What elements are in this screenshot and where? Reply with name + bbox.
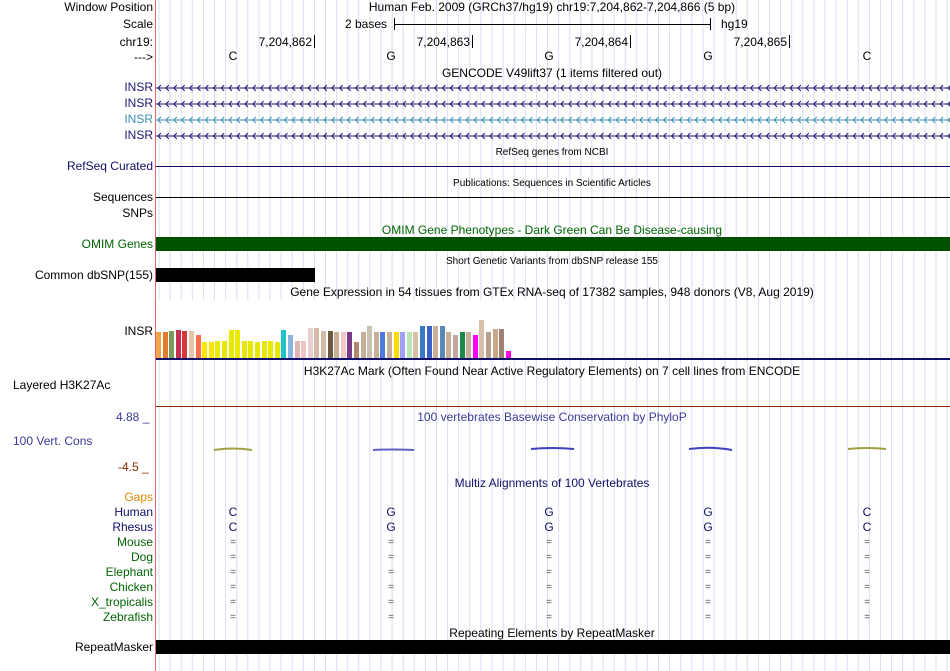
species-base: = (388, 582, 394, 593)
gtex-tissue-bar[interactable] (308, 328, 313, 358)
phylop-mark-5 (848, 448, 886, 449)
species-base: = (864, 582, 870, 593)
species-base: C (862, 505, 872, 519)
dna-base: G (386, 49, 396, 63)
window-position-label[interactable]: Window Position (64, 0, 153, 14)
gtex-tissue-bar[interactable] (380, 332, 385, 358)
species-base: = (230, 612, 236, 623)
phylop-marks (156, 440, 950, 456)
species-base: = (230, 567, 236, 578)
species-label[interactable]: Zebrafish (102, 610, 153, 624)
omim-label[interactable]: OMIM Genes (81, 237, 153, 251)
ruler-label[interactable]: chr19: (119, 35, 153, 49)
gtex-tissue-bar[interactable] (222, 341, 227, 358)
species-base: = (230, 582, 236, 593)
gtex-tissue-bar[interactable] (156, 332, 161, 358)
gtex-tissue-bar[interactable] (420, 326, 425, 358)
multiz-title[interactable]: Multiz Alignments of 100 Vertebrates (454, 476, 650, 490)
gtex-tissue-bar[interactable] (328, 331, 333, 358)
gtex-tissue-bar[interactable] (288, 335, 293, 358)
phylop-mark-3 (531, 448, 574, 449)
snps-label[interactable]: SNPs (122, 206, 153, 220)
species-label[interactable]: Chicken (109, 580, 153, 594)
gtex-tissue-bar[interactable] (275, 342, 280, 358)
gencode-item-label[interactable]: INSR (124, 80, 153, 94)
gtex-tissue-bar[interactable] (321, 331, 326, 358)
scale-label[interactable]: Scale (122, 17, 153, 31)
gtex-tissue-bar[interactable] (182, 331, 187, 358)
gtex-tissue-bar[interactable] (506, 351, 511, 358)
phylop-mark-4 (689, 448, 732, 450)
species-base: = (230, 537, 236, 548)
species-base: G (386, 520, 396, 534)
gtex-tissue-bar[interactable] (440, 326, 445, 358)
species-label[interactable]: Elephant (105, 565, 153, 579)
gtex-baseline (156, 358, 950, 360)
species-base: = (705, 567, 711, 578)
species-base: = (546, 582, 552, 593)
gtex-tissue-bar[interactable] (486, 332, 491, 358)
species-base: G (544, 505, 554, 519)
species-base: = (230, 597, 236, 608)
h3k27ac-label[interactable]: Layered H3K27Ac (13, 378, 111, 392)
species-base: = (864, 597, 870, 608)
gtex-tissue-bar[interactable] (354, 342, 359, 358)
gencode-transcript[interactable] (156, 116, 950, 124)
species-label[interactable]: X_tropicalis (90, 595, 153, 609)
gtex-tissue-bar[interactable] (229, 330, 234, 358)
gtex-tissue-bar[interactable] (394, 332, 399, 358)
gencode-transcript[interactable] (156, 132, 950, 140)
ruler-tick-label: 7,204,862 (258, 35, 312, 49)
ruler-tick (789, 35, 790, 48)
species-base: = (546, 537, 552, 548)
ruler-tick (630, 35, 631, 48)
dbsnp-variant-bar[interactable] (156, 268, 315, 282)
scale-right-tick (710, 18, 711, 30)
strand-label[interactable]: ---> (134, 50, 153, 64)
species-base: = (705, 597, 711, 608)
gtex-tissue-bar[interactable] (427, 326, 432, 358)
species-base: = (864, 567, 870, 578)
repeatmasker-label[interactable]: RepeatMasker (74, 640, 153, 654)
species-label[interactable]: Dog (130, 550, 153, 564)
ruler-tick (314, 35, 315, 48)
repeatmasker-bar[interactable] (156, 640, 950, 654)
gtex-tissue-bar[interactable] (215, 341, 220, 358)
gencode-item-label[interactable]: INSR (124, 112, 153, 126)
species-base: C (862, 520, 872, 534)
species-base: = (546, 597, 552, 608)
gtex-tissue-bar[interactable] (235, 330, 240, 358)
gencode-item-label[interactable]: INSR (124, 128, 153, 142)
dbsnp-label[interactable]: Common dbSNP(155) (34, 268, 153, 282)
gtex-tissue-bar[interactable] (499, 329, 504, 358)
phylop-mark-2 (373, 450, 414, 451)
gtex-tissue-bar[interactable] (163, 332, 168, 358)
species-base: = (705, 552, 711, 563)
gtex-tissue-bar[interactable] (453, 335, 458, 358)
publications-label[interactable]: Sequences (92, 190, 153, 204)
species-label[interactable]: Mouse (116, 535, 153, 549)
phylop-title[interactable]: 100 vertebrates Basewise Conservation by PhyloP (417, 410, 687, 424)
scale-left-text: 2 bases (345, 17, 388, 31)
publications-line[interactable] (156, 197, 950, 198)
ruler-tick-label: 7,204,863 (416, 35, 470, 49)
refseq-gene-line[interactable] (156, 166, 950, 167)
gtex-tissue-bar[interactable] (262, 341, 267, 358)
gtex-tissue-bar[interactable] (314, 328, 319, 358)
species-base: G (544, 520, 554, 534)
species-base: = (705, 582, 711, 593)
species-base: C (228, 505, 238, 519)
gencode-transcript[interactable] (156, 84, 950, 92)
gtex-tissue-bar[interactable] (209, 342, 214, 358)
gtex-tissue-bar[interactable] (169, 331, 174, 358)
species-base: C (228, 520, 238, 534)
gencode-transcript[interactable] (156, 100, 950, 108)
species-base: = (388, 552, 394, 563)
scale-right-text: hg19 (721, 17, 748, 31)
scale-bar (394, 24, 711, 25)
species-base: = (864, 537, 870, 548)
gaps-label[interactable]: Gaps (124, 490, 153, 504)
gtex-label[interactable]: INSR (124, 324, 153, 338)
species-base: = (388, 597, 394, 608)
gtex-tissue-bar[interactable] (407, 332, 412, 358)
gtex-tissue-bar[interactable] (301, 341, 306, 358)
species-base: = (864, 552, 870, 563)
species-base: = (705, 537, 711, 548)
h3k27ac-baseline (156, 406, 950, 407)
species-base: = (546, 567, 552, 578)
species-label[interactable]: Human (114, 505, 153, 519)
dbsnp-title[interactable]: Short Genetic Variants from dbSNP release 155 (446, 256, 658, 267)
gtex-tissue-bar[interactable] (387, 332, 392, 358)
ruler-tick-label: 7,204,865 (733, 35, 787, 49)
gencode-item-label[interactable]: INSR (124, 96, 153, 110)
gtex-tissue-bar[interactable] (460, 332, 465, 358)
ruler-tick-label: 7,204,864 (574, 35, 628, 49)
species-base: = (230, 552, 236, 563)
gtex-title[interactable]: Gene Expression in 54 tissues from GTEx RNA-seq of 17382 samples, 948 donors (V8, Aug 2019) (290, 285, 814, 299)
phylop-label[interactable]: 100 Vert. Cons (13, 434, 93, 448)
species-base: G (703, 520, 713, 534)
gtex-tissue-bar[interactable] (341, 332, 346, 358)
gtex-tissue-bar[interactable] (281, 330, 286, 358)
gtex-tissue-bar[interactable] (466, 332, 471, 358)
gtex-tissue-bar[interactable] (400, 332, 405, 358)
gtex-tissue-bar[interactable] (446, 332, 451, 358)
gtex-expression-chart[interactable] (156, 300, 536, 358)
gtex-tissue-bar[interactable] (176, 330, 181, 358)
gtex-tissue-bar[interactable] (268, 341, 273, 358)
refseq-label[interactable]: RefSeq Curated (66, 159, 153, 173)
dna-base: C (862, 49, 872, 63)
gtex-tissue-bar[interactable] (248, 341, 253, 358)
gtex-tissue-bar[interactable] (413, 332, 418, 358)
species-base: = (388, 567, 394, 578)
gtex-tissue-bar[interactable] (202, 342, 207, 358)
species-base: G (386, 505, 396, 519)
species-base: = (864, 612, 870, 623)
omim-title[interactable]: OMIM Gene Phenotypes - Dark Green Can Be Disease-causing (381, 223, 723, 237)
species-base: = (705, 612, 711, 623)
h3k27ac-title[interactable]: H3K27Ac Mark (Often Found Near Active Regulatory Elements) on 7 cell lines from ENCODE (303, 364, 801, 378)
refseq-title[interactable]: RefSeq genes from NCBI (495, 147, 609, 158)
species-base: = (546, 612, 552, 623)
phylop-mark-1 (214, 449, 252, 451)
dna-base: G (544, 49, 554, 63)
gtex-tissue-bar[interactable] (334, 332, 339, 358)
phylop-max-label: 4.88 _ (116, 410, 150, 424)
ruler-tick (472, 35, 473, 48)
species-base: = (388, 537, 394, 548)
gtex-tissue-bar[interactable] (189, 331, 194, 358)
species-base: G (703, 505, 713, 519)
dna-base: G (703, 49, 713, 63)
dna-base: C (228, 49, 238, 63)
omim-gene-bar[interactable] (156, 237, 950, 251)
gtex-tissue-bar[interactable] (433, 326, 438, 358)
species-label[interactable]: Rhesus (112, 520, 153, 534)
gtex-tissue-bar[interactable] (479, 320, 484, 358)
publications-title[interactable]: Publications: Sequences in Scientific Articles (453, 178, 651, 189)
repeatmasker-title[interactable]: Repeating Elements by RepeatMasker (449, 626, 655, 640)
gtex-tissue-bar[interactable] (242, 341, 247, 358)
phylop-min-label: -4.5 _ (118, 460, 149, 474)
gtex-tissue-bar[interactable] (374, 332, 379, 358)
gtex-tissue-bar[interactable] (295, 341, 300, 358)
gtex-tissue-bar[interactable] (493, 329, 498, 358)
gtex-tissue-bar[interactable] (255, 342, 260, 358)
gtex-tissue-bar[interactable] (196, 335, 201, 358)
gtex-tissue-bar[interactable] (367, 326, 372, 358)
gtex-tissue-bar[interactable] (347, 332, 352, 358)
gtex-tissue-bar[interactable] (473, 335, 478, 358)
gencode-title[interactable]: GENCODE V49lift37 (1 items filtered out) (441, 66, 663, 80)
species-base: = (546, 552, 552, 563)
window-position-text: Human Feb. 2009 (GRCh37/hg19) chr19:7,204,862-7,204,866 (5 bp) (368, 0, 736, 14)
gtex-tissue-bar[interactable] (361, 332, 366, 358)
species-base: = (388, 612, 394, 623)
